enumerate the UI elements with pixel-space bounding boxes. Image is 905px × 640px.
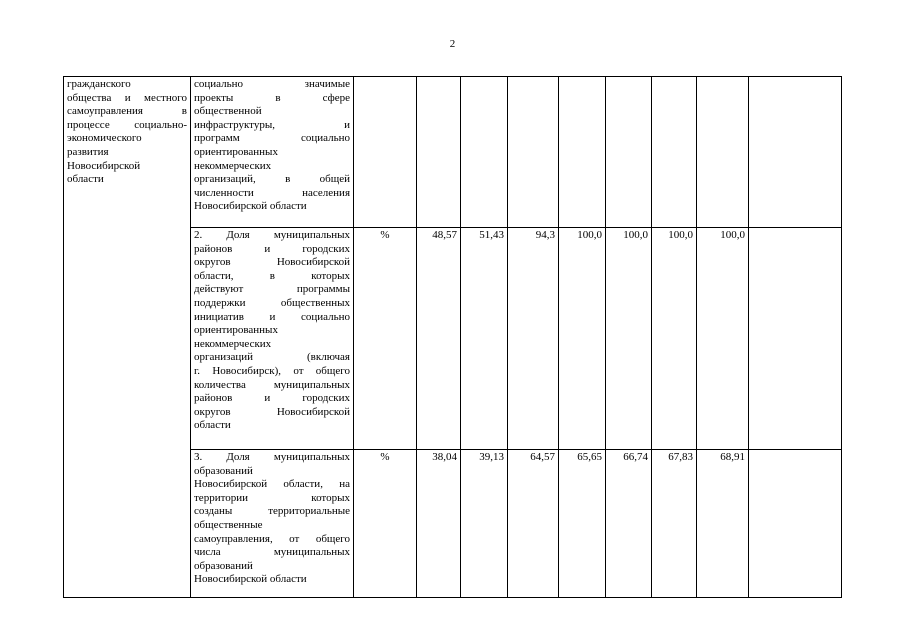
text-line: некоммерческих	[194, 337, 272, 350]
text-line: Новосибирской области	[194, 200, 307, 213]
text-line: округов Новосибирской	[194, 405, 350, 418]
value-cell: 100,0	[697, 228, 749, 450]
value-cell	[652, 77, 697, 228]
value-cell: 100,0	[559, 228, 606, 450]
value-cell: 51,43	[461, 228, 508, 450]
text-line: области	[194, 419, 231, 432]
text-line: Новосибирской области, на	[194, 478, 350, 491]
text-line: экономического	[67, 132, 142, 145]
text-line: самоуправления, от общего	[194, 532, 350, 545]
value-cell: 67,83	[652, 450, 697, 598]
value-cell: 38,04	[417, 450, 461, 598]
note-cell	[749, 77, 842, 228]
text-line: общественные	[194, 518, 263, 531]
unit-cell: %	[354, 228, 417, 450]
goal-cell	[64, 77, 191, 598]
text-line: территории которых	[194, 491, 350, 504]
indicators-table	[63, 76, 842, 598]
text-line: созданы территориальные	[194, 505, 350, 518]
value-cell	[508, 77, 559, 228]
indicator-cell	[191, 228, 354, 450]
text-line: организаций, в общей	[194, 173, 350, 186]
text-line: инициатив и социально	[194, 310, 350, 323]
text-line: округов Новосибирской	[194, 256, 350, 269]
value-cell	[697, 77, 749, 228]
text-line: Новосибирской	[67, 159, 141, 172]
text-line: числа муниципальных	[194, 546, 350, 559]
text-line: 3. Доля муниципальных	[194, 451, 350, 463]
indicator-cell	[191, 450, 354, 598]
value-cell	[606, 77, 652, 228]
value-cell: 65,65	[559, 450, 606, 598]
text-line: процессе социально-	[67, 118, 187, 131]
text-line: количества муниципальных	[194, 378, 350, 391]
unit-cell: %	[354, 450, 417, 598]
text-line: образований	[194, 559, 253, 572]
text-line: общественной	[194, 105, 262, 118]
text-line: районов и городских	[194, 392, 350, 405]
text-line: поддержки общественных	[194, 296, 350, 309]
text-line: самоуправления в	[67, 105, 187, 118]
text-line: проекты в сфере	[194, 91, 350, 104]
value-cell: 39,13	[461, 450, 508, 598]
text-line: численности населения	[194, 186, 350, 199]
text-line: ориентированных	[194, 324, 278, 337]
value-cell: 94,3	[508, 228, 559, 450]
value-cell	[417, 77, 461, 228]
text-line: действуют программы	[194, 283, 350, 296]
unit-cell	[354, 77, 417, 228]
page-number: 2	[449, 38, 456, 50]
text-line: г. Новосибирск), от общего	[194, 364, 350, 377]
value-cell	[461, 77, 508, 228]
text-line: 2. Доля муниципальных	[194, 229, 350, 241]
text-line: районов и городских	[194, 242, 350, 255]
text-line: ориентированных	[194, 145, 278, 158]
text-line: социально значимые	[194, 78, 350, 90]
text-line: образований	[194, 464, 253, 477]
value-cell: 100,0	[606, 228, 652, 450]
text-line: гражданского	[67, 78, 131, 90]
value-cell	[559, 77, 606, 228]
text-line: организаций (включая	[194, 351, 350, 364]
text-line: инфраструктуры, и	[194, 118, 350, 131]
text-line: области	[67, 173, 104, 186]
value-cell: 66,74	[606, 450, 652, 598]
table-row	[64, 77, 842, 228]
text-line: Новосибирской области	[194, 573, 307, 586]
text-line: общества и местного	[67, 91, 187, 104]
text-line: развития	[67, 145, 109, 158]
value-cell: 48,57	[417, 228, 461, 450]
note-cell	[749, 450, 842, 598]
text-line: некоммерческих	[194, 159, 272, 172]
value-cell: 64,57	[508, 450, 559, 598]
indicator-cell	[191, 77, 354, 228]
note-cell	[749, 228, 842, 450]
value-cell: 100,0	[652, 228, 697, 450]
text-line: области, в которых	[194, 269, 350, 282]
text-line: программ социально	[194, 132, 350, 145]
value-cell: 68,91	[697, 450, 749, 598]
